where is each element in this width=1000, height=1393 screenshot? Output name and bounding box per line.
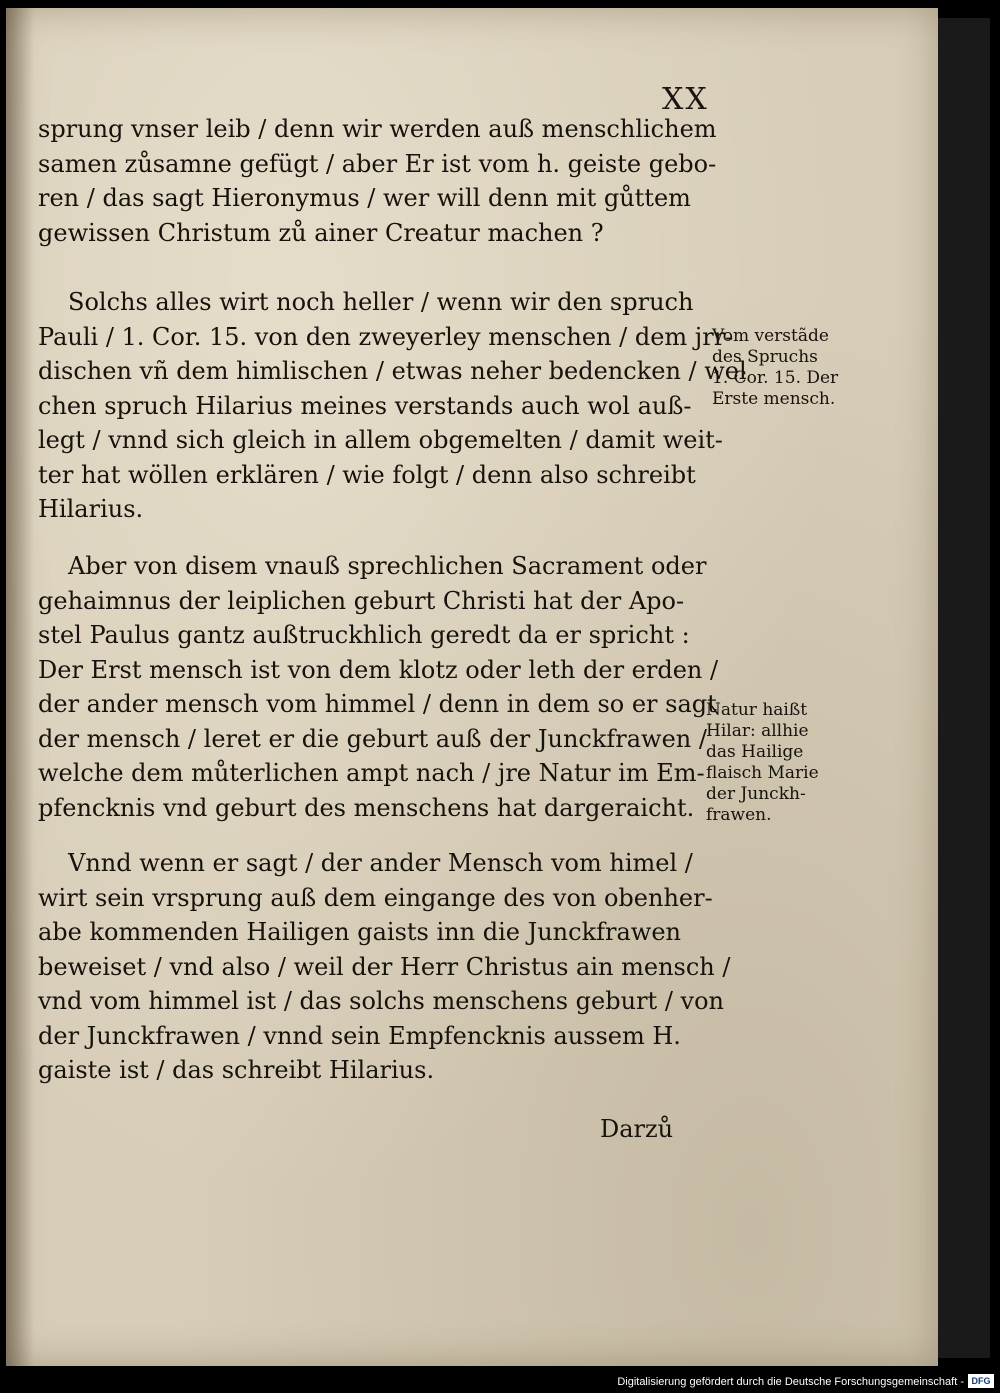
- text-line: ter hat wöllen erklären / wie folgt / denn also schreibt: [38, 460, 696, 489]
- text-line: gewissen Christum zů ainer Creatur machen ?: [38, 218, 604, 247]
- paragraph-1: [38, 112, 717, 250]
- text-line: gaiste ist / das schreibt Hilarius.: [38, 1056, 435, 1084]
- funding-notice: Digitalisierung gefördert durch die Deutsche Forschungsgemeinschaft -: [617, 1376, 964, 1388]
- text-line: chen spruch Hilarius meines verstands auch wol auß-: [38, 391, 692, 420]
- page-edge-shadow: [938, 18, 990, 1358]
- margin-line: Natur haißt: [706, 700, 808, 720]
- footer-bar: [0, 1370, 1000, 1393]
- margin-line: das Hailige: [706, 742, 804, 762]
- text-line: vnd vom himmel ist / das solchs menschens geburt / von: [38, 987, 724, 1015]
- margin-note-1: [712, 326, 838, 410]
- text-line: legt / vnnd sich gleich in allem obgemelten / damit weit-: [38, 426, 723, 454]
- text-line: der ander mensch vom himmel / denn in dem so er sagt: [38, 690, 717, 718]
- text-line: samen zůsamne gefügt / aber Er ist vom h. geiste gebo-: [38, 149, 717, 178]
- margin-line: Vom verstãde: [712, 326, 829, 346]
- text-line: sprung vnser leib / denn wir werden auß menschlichem: [38, 115, 717, 143]
- text-line: abe kommenden Hailigen gaists inn die Junckfrawen: [38, 918, 681, 946]
- text-line: Der Erst mensch ist von dem klotz oder leth der erden /: [38, 655, 719, 684]
- margin-line: des Spruchs: [712, 347, 818, 367]
- text-line: beweiset / vnd also / weil der Herr Christus ain mensch /: [38, 952, 731, 981]
- margin-note-2: [706, 700, 819, 826]
- page-gutter-shadow: [6, 8, 34, 1366]
- text-line: stel Paulus gantz außtruckhlich geredt da er spricht :: [38, 621, 690, 649]
- margin-line: der Junckh-: [706, 784, 806, 804]
- margin-line: Erste mensch.: [712, 389, 836, 409]
- text-line: gehaimnus der leiplichen geburt Christi hat der Apo-: [38, 586, 685, 615]
- text-line: Vnnd wenn er sagt / der ander Mensch vom himel /: [68, 849, 693, 877]
- catchword: Darzů: [600, 1115, 674, 1143]
- text-line: pfencknis vnd geburt des menschens hat dargeraicht.: [38, 793, 695, 822]
- text-line: welche dem můterlichen ampt nach / jre Natur im Em-: [38, 759, 705, 787]
- viewer-top-bar: [0, 0, 1000, 6]
- text-line: ren / das sagt Hieronymus / wer will denn mit gůttem: [38, 184, 691, 212]
- text-line: Solchs alles wirt noch heller / wenn wir den spruch: [68, 288, 694, 316]
- text-line: Pauli / 1. Cor. 15. von den zweyerley menschen / dem jrr-: [38, 322, 734, 351]
- margin-line: 1. Cor. 15. Der: [712, 368, 839, 388]
- text-line: dischen vñ dem himlischen / etwas neher bedencken / wel: [38, 357, 747, 385]
- margin-line: flaisch Marie: [706, 763, 819, 783]
- paragraph-2: [38, 285, 747, 527]
- text-line: wirt sein vrsprung auß dem eingange des von obenher-: [38, 883, 713, 912]
- text-line: Hilarius.: [38, 495, 144, 523]
- paragraph-4: [38, 846, 730, 1088]
- paragraph-3: [38, 549, 718, 825]
- margin-line: Hilar: allhie: [706, 721, 809, 741]
- text-line: Aber von disem vnauß sprechlichen Sacrament oder: [68, 552, 707, 580]
- text-line: der mensch / leret er die geburt auß der Junckfrawen /: [38, 724, 707, 753]
- dfg-logo: DFG: [968, 1374, 994, 1388]
- folio-number: XX: [662, 82, 709, 117]
- text-line: der Junckfrawen / vnnd sein Empfencknis aussem H.: [38, 1021, 681, 1050]
- margin-line: frawen.: [706, 805, 772, 825]
